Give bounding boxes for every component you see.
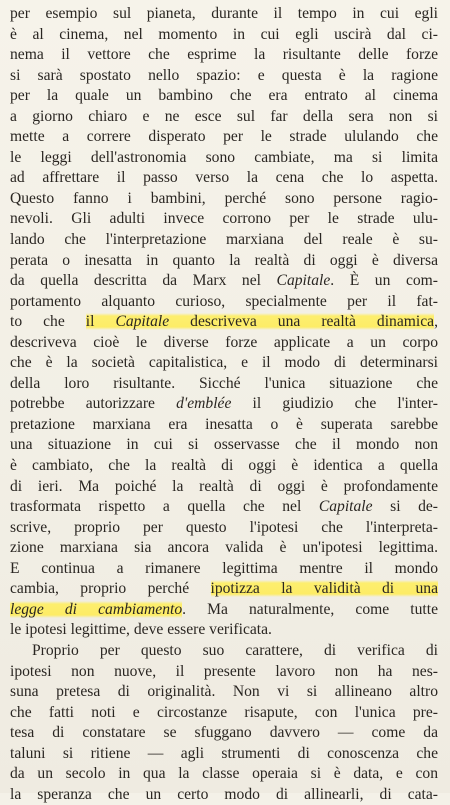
text-segment: che è la società capitalistica, e il modo di determinarsi bbox=[10, 354, 438, 372]
highlighted-text: ipotizza la validità di una bbox=[210, 580, 438, 598]
text-line bbox=[10, 333, 438, 354]
text-line bbox=[10, 477, 438, 498]
text-segment: si de- bbox=[372, 498, 438, 516]
text-line bbox=[10, 271, 438, 292]
text-segment: da quella descritta da Marx nel bbox=[10, 272, 277, 290]
text-segment: che fatti noti e circostanze risapute, con l'unica pre- bbox=[10, 703, 438, 721]
text-line bbox=[10, 415, 438, 436]
text-segment: mette a correre disperato per le strade ululando che bbox=[10, 128, 438, 146]
text-line bbox=[10, 620, 438, 641]
text-line bbox=[10, 45, 438, 66]
text-line bbox=[10, 744, 438, 765]
text-segment: , bbox=[434, 313, 438, 331]
text-segment: le ipotesi legittime, deve essere verificata. bbox=[10, 621, 272, 639]
text-line bbox=[10, 168, 438, 189]
text-line bbox=[10, 148, 438, 169]
text-segment: suna pretesa di originalità. Non vi si allineano altro bbox=[10, 683, 438, 701]
text-segment: la speranza che un certo modo di allinearli, di cata- bbox=[10, 785, 438, 803]
text-line bbox=[10, 209, 438, 230]
highlighted-text: legge di cambiamento bbox=[10, 600, 183, 618]
text-line bbox=[10, 107, 438, 128]
text-line bbox=[10, 764, 438, 785]
text-line bbox=[10, 600, 438, 621]
text-line bbox=[10, 559, 438, 580]
text-line bbox=[10, 641, 438, 662]
text-line bbox=[10, 127, 438, 148]
text-segment: cambia, proprio perché bbox=[10, 580, 211, 598]
text-line bbox=[10, 497, 438, 518]
text-line bbox=[10, 353, 438, 374]
text-segment: a giorno chiaro e ne esce sul far della sera non si bbox=[10, 107, 438, 125]
text-line bbox=[10, 785, 438, 805]
text-segment: . Ma naturalmente, come tutte bbox=[182, 600, 438, 618]
text-segment: . È un com- bbox=[330, 272, 438, 290]
text-segment: della loro risultante. Sicché l'unica situazione che bbox=[10, 374, 438, 392]
text-segment: ipotesi non nuove, il presente lavoro non ha nes- bbox=[10, 662, 438, 680]
italic-text: Capitale bbox=[318, 498, 373, 516]
italic-text: d'emblée bbox=[176, 395, 232, 413]
text-segment: nema il vettore che esprime la risultante delle forze bbox=[10, 46, 438, 64]
text-segment: nevoli. Gli adulti invece corrono per le strade ulu- bbox=[10, 210, 438, 228]
text-line bbox=[10, 456, 438, 477]
text-line bbox=[10, 682, 438, 703]
text-line bbox=[10, 66, 438, 87]
text-segment: il giudizio che l'inter- bbox=[231, 395, 438, 413]
text-segment: portamento alquanto curioso, specialmente per il fat- bbox=[10, 292, 438, 310]
text-line bbox=[10, 25, 438, 46]
text-segment: Questo fanno i bambini, perché sono persone ragio- bbox=[10, 189, 438, 207]
text-segment: potrebbe autorizzare bbox=[10, 395, 177, 413]
text-segment: per esempio sul pianeta, durante il tempo in cui egli bbox=[10, 5, 438, 22]
text-segment: E continua a rimanere legittima mentre il mondo bbox=[10, 559, 438, 577]
text-segment: ad affrettare il passo verso la cena che lo aspetta. bbox=[10, 169, 438, 187]
highlighted-text: Capitale bbox=[115, 313, 170, 331]
text-segment: è cambiato, che la realtà di oggi è identica a quella bbox=[10, 457, 438, 475]
text-segment: taluni si ritiene — agli strumenti di conoscenza che bbox=[10, 744, 438, 762]
text-segment: lando che l'interpretazione marxiana del reale è su- bbox=[10, 231, 438, 249]
text-segment: da un secolo in qua la classe operaia si è data, e con bbox=[10, 765, 438, 783]
text-segment: descriveva cioè le diverse forze applicate a un corpo bbox=[10, 333, 438, 351]
text-segment: scrive, proprio per questo l'ipotesi che l'interpreta- bbox=[10, 518, 438, 536]
text-segment: zione marxiana sia ancora valida è un'ipotesi legittima. bbox=[10, 539, 438, 557]
text-line bbox=[10, 538, 438, 559]
text-line bbox=[10, 86, 438, 107]
text-line bbox=[10, 723, 438, 744]
text-segment: to che bbox=[10, 313, 86, 331]
text-segment: si sarà spostato nello spazio: e questa è la ragione bbox=[10, 66, 438, 84]
text-segment: pretazione marxiana era inesatta o è superata sarebbe bbox=[10, 415, 438, 433]
text-segment: per la quale un bambino che era entrato al cinema bbox=[10, 87, 438, 105]
highlighted-text: descriveva una realtà dinamica bbox=[169, 313, 435, 331]
text-line bbox=[10, 230, 438, 251]
text-line bbox=[10, 4, 438, 25]
text-line bbox=[10, 251, 438, 272]
body-text bbox=[10, 4, 438, 805]
text-line bbox=[10, 579, 438, 600]
text-line bbox=[10, 189, 438, 210]
text-line bbox=[10, 662, 438, 683]
text-segment: trasformata rispetto a quella che nel bbox=[10, 498, 319, 516]
text-segment: è al cinema, nel momento in cui egli uscirà dal ci- bbox=[10, 25, 438, 43]
text-line bbox=[10, 518, 438, 539]
text-segment: le leggi dell'astronomia sono cambiate, ma si limita bbox=[10, 148, 438, 166]
highlighted-text: il bbox=[85, 313, 116, 331]
text-segment: tesa di constatare se sfuggano davvero — come da bbox=[10, 724, 438, 742]
text-segment: Proprio per questo suo carattere, di verifica di bbox=[32, 641, 438, 659]
text-line bbox=[10, 312, 438, 333]
text-line bbox=[10, 703, 438, 724]
italic-text: Capitale bbox=[276, 272, 331, 290]
text-segment: di ieri. Ma poiché la realtà di oggi è profondamente bbox=[10, 477, 438, 495]
text-line bbox=[10, 292, 438, 313]
text-line bbox=[10, 435, 438, 456]
text-segment: perata o inesatta in quanto la realtà di oggi è diversa bbox=[10, 251, 438, 269]
text-line bbox=[10, 394, 438, 415]
text-line bbox=[10, 374, 438, 395]
text-segment: una situazione in cui si osservasse che il mondo non bbox=[10, 436, 438, 454]
